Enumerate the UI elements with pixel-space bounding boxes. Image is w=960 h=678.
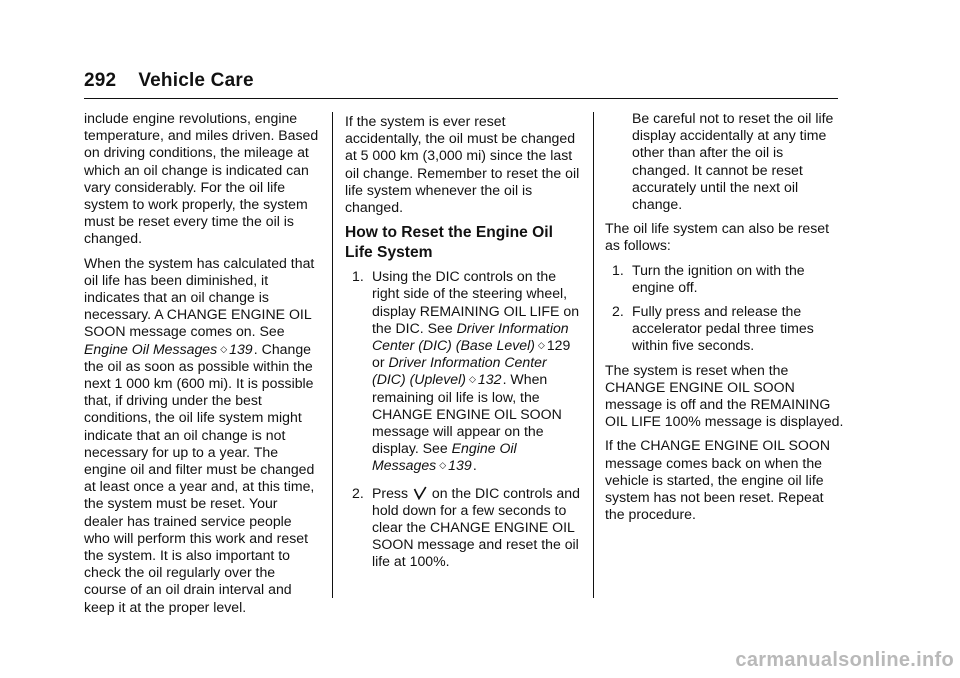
column-1 xyxy=(84,110,320,623)
page-reference[interactable]: 132 xyxy=(477,371,502,388)
column-divider xyxy=(593,112,594,598)
page-ref-arrow-icon: ◇ xyxy=(220,343,228,354)
page-reference[interactable]: 129 xyxy=(546,337,571,354)
list-item: 1. Using the DIC controls on the right side of the steering wheel, display REMAINING OIL LIFE on the DIC. See Driver Information Center (DIC) (Base Level) ◇ 129 or Driver Information Center (DIC) (Uplevel) ◇ 132 . When remaining oil life is low, the CHANGE ENGINE OIL SOON message will appear on the display. See Engine Oil Messages ◇ 139 . xyxy=(352,268,580,474)
list-item: 1. Turn the ignition on with the engine off. xyxy=(612,261,805,295)
cross-reference-link[interactable]: Engine Oil Messages xyxy=(372,440,517,474)
header-rule xyxy=(84,98,838,99)
page-header xyxy=(84,70,254,92)
watermark: carmanualsonline.info xyxy=(735,649,954,671)
page-ref-arrow-icon: ◇ xyxy=(537,340,545,351)
steps-list xyxy=(345,268,583,570)
paragraph: If the CHANGE ENGINE OIL SOON message comes back on when the vehicle is started, the engine oil life system has not been reset. Repeat the procedure. xyxy=(605,437,831,523)
continued-step-text: Be careful not to reset the oil life display accidentally at any time other than after the oil is changed. It cannot be reset accurately until the next oil change. xyxy=(632,110,834,213)
page-reference[interactable]: 139 xyxy=(448,457,472,474)
section-title: Vehicle Care xyxy=(138,70,254,91)
list-item: 2. Fully press and release the accelerator pedal three times within five seconds. xyxy=(612,303,814,354)
paragraph: The system is reset when the CHANGE ENGINE OIL SOON message is off and the REMAINING OIL LIFE 100% message is displayed. xyxy=(605,361,844,430)
column-2 xyxy=(345,113,583,578)
section-heading: How to Reset the Engine Oil Life System xyxy=(345,224,553,261)
paragraph: When the system has calculated that oil life has been diminished, it indicates that an oil change is necessary. A CHANGE ENGINE OIL SOON message comes on. See Engine Oil Messages ◇ 139 . Change the oil as soon as possible within the next 1 000 km (600 mi). It is possible that, if driving under the best conditions, the oil life system might indicate that an oil change is not necessary for up to a year. The engine oil and filter must be changed at least once a year and, at this time, the system must be reset. Your dealer has trained service people who will perform this work and reset the system. It is also important to check the oil regularly over the course of an oil drain interval and keep it at the proper level. xyxy=(84,254,315,615)
page-reference[interactable]: 139 xyxy=(229,340,253,357)
cross-reference-link[interactable]: Driver Information Center (DIC) (Uplevel) xyxy=(372,354,547,388)
page-ref-arrow-icon: ◇ xyxy=(468,374,476,385)
paragraph: If the system is ever reset accidentally, the oil must be changed at 5 000 km (3,000 mi) since the last oil change. Remember to reset the oil life system whenever the oil is changed. xyxy=(345,113,580,216)
list-item: 2. Press on the DIC controls and hold down for a few seconds to clear the CHANGE ENGINE OIL SOON message and reset the oil life at 100%. xyxy=(352,484,580,570)
paragraph: The oil life system can also be reset as follows: xyxy=(605,220,830,254)
page-number: 292 xyxy=(84,70,117,91)
cross-reference-link[interactable]: Engine Oil Messages xyxy=(84,340,218,357)
steps-list xyxy=(605,262,845,355)
page-ref-arrow-icon: ◇ xyxy=(439,460,447,471)
column-divider xyxy=(332,112,333,598)
checkmark-icon xyxy=(413,486,427,500)
column-3 xyxy=(605,110,845,530)
paragraph: include engine revolutions, engine temperature, and miles driven. Based on driving conditions, the mileage at which an oil change is indicated can vary considerably. For the oil life system to work properly, the system must be reset every time the oil is changed. xyxy=(84,110,319,247)
cross-reference-link[interactable]: Driver Information Center (DIC) (Base Level) xyxy=(372,319,569,354)
